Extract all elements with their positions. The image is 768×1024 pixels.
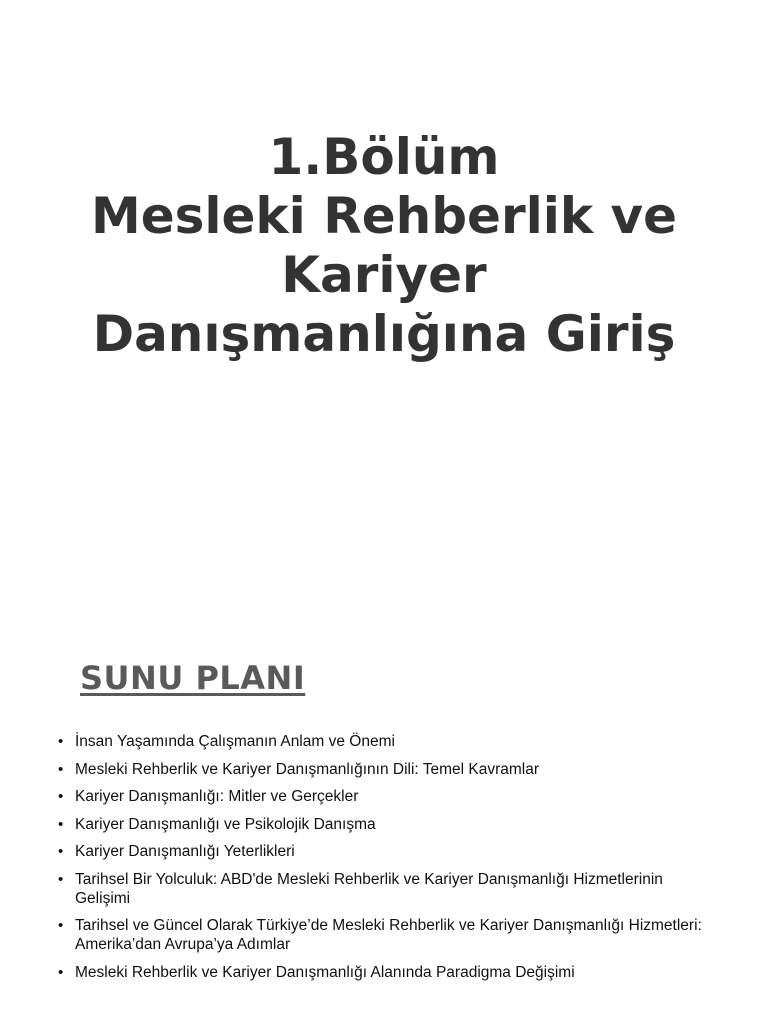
list-item-text: Mesleki Rehberlik ve Kariyer Danışmanlığı Alanında Paradigma Değişimi — [75, 963, 575, 981]
presentation-plan-heading: SUNU PLANI — [80, 659, 306, 697]
list-item-text: Tarihsel ve Güncel Olarak Türkiye’de Mesleki Rehberlik ve Kariyer Danışmanlığı Hizmetleri: Amerika’dan Avrupa’ya Adımlar — [75, 917, 702, 953]
chapter-title-line-3: Danışmanlığına Giriş — [92, 305, 676, 363]
list-item — [58, 916, 718, 954]
bullet-icon: • — [58, 733, 64, 750]
bullet-icon: • — [58, 760, 64, 778]
bullet-icon: • — [58, 843, 64, 860]
chapter-title — [0, 128, 768, 364]
chapter-number: 1.Bölüm — [268, 128, 500, 186]
bullet-icon: • — [58, 963, 64, 981]
bullet-icon: • — [58, 870, 64, 888]
list-item-text: Kariyer Danışmanlığı: Mitler ve Gerçekler — [75, 788, 359, 805]
list-item-text: Tarihsel Bir Yolculuk: ABD'de Mesleki Rehberlik ve Kariyer Danışmanlığı Hizmetlerinin Gelişimi — [75, 870, 663, 907]
presentation-plan-list — [58, 732, 718, 990]
list-item-text: Kariyer Danışmanlığı ve Psikolojik Danışma — [75, 815, 376, 833]
list-item — [58, 760, 718, 779]
list-item — [58, 870, 718, 908]
list-item-text: İnsan Yaşamında Çalışmanın Anlam ve Önemi — [75, 733, 395, 750]
chapter-title-line-1: Mesleki Rehberlik ve — [90, 187, 678, 245]
bullet-icon: • — [58, 917, 64, 934]
list-item-text: Kariyer Danışmanlığı Yeterlikleri — [75, 843, 295, 860]
list-item — [58, 842, 718, 861]
list-item-text: Mesleki Rehberlik ve Kariyer Danışmanlığının Dili: Temel Kavramlar — [75, 760, 540, 778]
bullet-icon: • — [58, 788, 64, 805]
list-item — [58, 732, 718, 751]
bullet-icon: • — [58, 815, 64, 833]
list-item — [58, 787, 718, 806]
chapter-title-line-2: Kariyer — [281, 246, 487, 304]
list-item — [58, 815, 718, 834]
list-item — [58, 963, 718, 982]
